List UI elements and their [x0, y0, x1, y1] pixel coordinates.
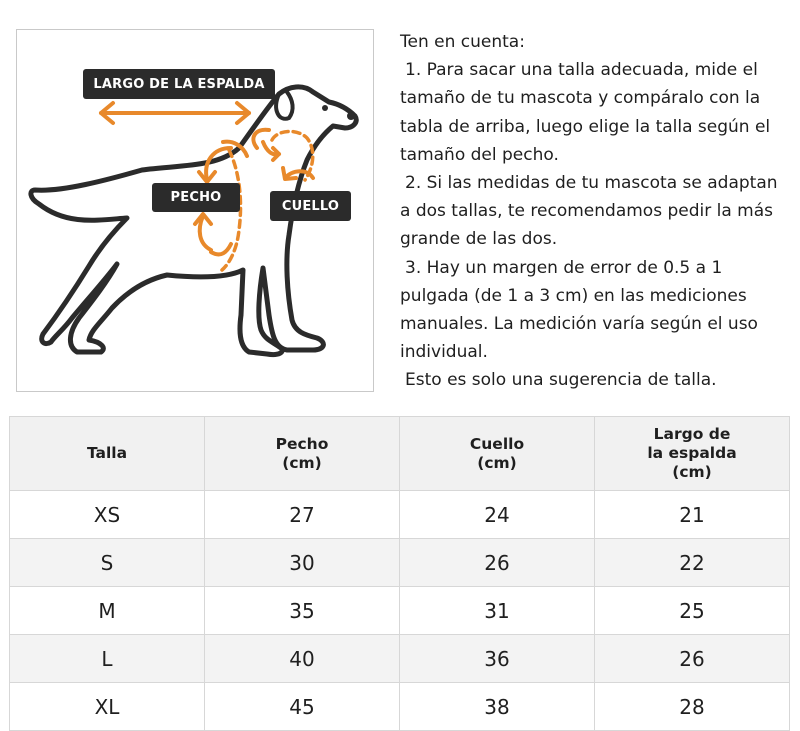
measurement-notes: [400, 28, 800, 395]
cell-neck: 38: [400, 683, 595, 731]
header-size: [10, 417, 205, 491]
note-line: 1. Para sacar una talla adecuada, mide el: [405, 60, 758, 81]
note-line: 2. Si las medidas de tu mascota se adaptan: [405, 173, 778, 194]
note-line: tamaño de tu mascota y compáralo con la: [400, 88, 761, 109]
header-back-length-unit: (cm): [672, 463, 712, 481]
cell-back-length: 22: [595, 539, 790, 587]
cell-size: XS: [10, 491, 205, 539]
cell-size: M: [10, 587, 205, 635]
back-length-label: LARGO DE LA ESPALDA: [83, 69, 275, 99]
cell-back-length: 25: [595, 587, 790, 635]
header-chest: [205, 417, 400, 491]
header-back-length-text: Largo de: [653, 425, 731, 443]
header-neck-text: Cuello: [469, 434, 525, 453]
dog-eye: [322, 105, 328, 111]
table-row: [10, 491, 790, 539]
cell-chest: 30: [205, 539, 400, 587]
header-chest-unit: (cm): [282, 453, 322, 472]
cell-back-length: 21: [595, 491, 790, 539]
neck-label: CUELLO: [270, 191, 351, 221]
cell-neck: 31: [400, 587, 595, 635]
note-disclaimer: Esto es solo una sugerencia de talla.: [405, 370, 717, 391]
table-header-row: [10, 417, 790, 491]
header-size-text: Talla: [86, 444, 128, 462]
header-neck: [400, 417, 595, 491]
note-line: individual.: [400, 342, 488, 363]
cell-neck: 24: [400, 491, 595, 539]
cell-back-length: 28: [595, 683, 790, 731]
note-line: tabla de arriba, luego elige la talla según el: [400, 116, 771, 137]
note-line: grande de las dos.: [400, 229, 558, 250]
table-row: [10, 539, 790, 587]
cell-neck: 26: [400, 539, 595, 587]
note-line: 3. Hay un margen de error de 0.5 a 1: [405, 257, 723, 278]
header-back-length: [595, 417, 790, 491]
table-row: [10, 635, 790, 683]
dog-measurement-diagram: [16, 29, 374, 392]
header-chest-text: Pecho: [275, 434, 329, 453]
cell-size: S: [10, 539, 205, 587]
cell-neck: 36: [400, 635, 595, 683]
cell-size: L: [10, 635, 205, 683]
header-back-length-text: la espalda: [647, 444, 737, 462]
note-line: a dos tallas, te recomendamos pedir la más: [400, 201, 773, 222]
cell-chest: 45: [205, 683, 400, 731]
dog-nose: [347, 112, 355, 120]
cell-back-length: 26: [595, 635, 790, 683]
note-line: pulgada (de 1 a 3 cm) en las mediciones: [400, 285, 747, 306]
note-line: tamaño del pecho.: [400, 144, 559, 165]
header-neck-unit: (cm): [477, 453, 517, 472]
table-row: [10, 683, 790, 731]
cell-size: XL: [10, 683, 205, 731]
cell-chest: 35: [205, 587, 400, 635]
cell-chest: 27: [205, 491, 400, 539]
chest-label: PECHO: [152, 183, 240, 212]
size-table: [9, 416, 790, 731]
table-row: [10, 587, 790, 635]
note-line: manuales. La medición varía según el uso: [400, 314, 758, 335]
cell-chest: 40: [205, 635, 400, 683]
back-length-arrow: [101, 103, 249, 123]
notes-title: Ten en cuenta:: [400, 32, 525, 52]
